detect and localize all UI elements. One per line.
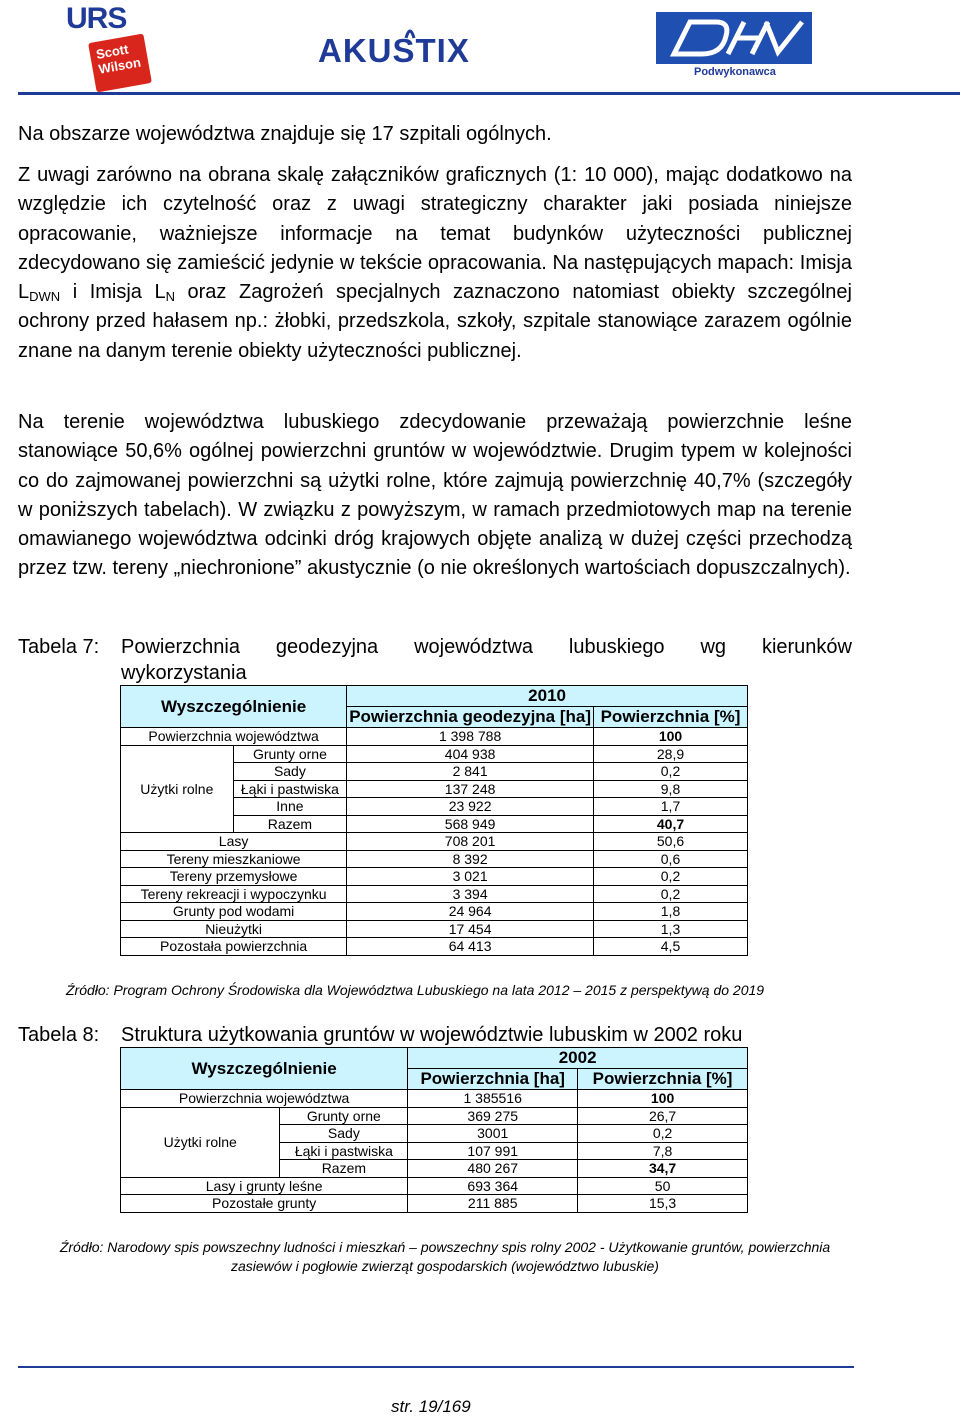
dhv-logo — [656, 12, 812, 82]
table-row: Łąki i pastwiska 137 248 9,8 — [121, 780, 748, 798]
table7-header-area: Powierzchnia geodezyjna [ha] — [347, 707, 594, 728]
table-row: Powierzchnia województwa 1 385516 100 — [121, 1090, 748, 1108]
table8-header-year: 2002 — [408, 1048, 748, 1069]
table8-group-label: Użytki rolne — [121, 1107, 280, 1177]
page-number: str. 19/169 — [391, 1397, 471, 1416]
table-row: Pozostałe grunty 211 885 15,3 — [121, 1195, 748, 1213]
table-row: Razem 480 267 34,7 — [121, 1160, 748, 1178]
table-row: Lasy i grunty leśne 693 364 50 — [121, 1177, 748, 1195]
table8-source: Źródło: Narodowy spis powszechny ludności i mieszkań – powszechny spis rolny 2002 - Użytkowanie gruntów, powierzchnia zasiewów i pogłowie zwierząt gospodarskich (województwo lubuskie) — [59, 1239, 831, 1274]
scott-wilson-badge: Scott Wilson — [88, 34, 152, 93]
table8-header-pct: Powierzchnia [%] — [578, 1069, 748, 1090]
table7-label: Tabela 7: — [18, 636, 100, 658]
table-row: Łąki i pastwiska 107 991 7,8 — [121, 1142, 748, 1160]
table8-header-area: Powierzchnia [ha] — [408, 1069, 578, 1090]
table-row: Tereny rekreacji i wypoczynku 3 394 0,2 — [121, 885, 748, 903]
table-row: Razem 568 949 40,7 — [121, 815, 748, 833]
table-row: Sady 2 841 0,2 — [121, 763, 748, 781]
akustix-logo — [318, 22, 500, 72]
paragraph-public-buildings: Z uwagi zarówno na obrana skalę załączników graficznych (1: 10 000), mając dodatkowo na względzie ich czytelność oraz z uwagi strategiczny charakter jaki posiada niniejsze opracowanie, ważniejsze informacje na temat budynków użyteczności publicznej zdecydowano się zamieścić jedynie w tekście opracowania. Na następujących mapach: Imisja $L_{DWN}$ i Imisja $L_N$ oraz Zagrożeń specjalnych zaznaczono natomiast obiekty szczególnej ochrony przed hałasem np.: żłobki, przedszkola, szkoły, szpitale stanowiące zarazem ogólnie znane na danym terenie obiekty użyteczności publicznej. — [18, 164, 852, 362]
table-row: Użytki rolne Grunty orne 369 275 26,7 — [121, 1107, 748, 1125]
table-row: Nieużytki 17 454 1,3 — [121, 920, 748, 938]
header-divider — [18, 92, 960, 95]
table-row: Tereny przemysłowe 3 021 0,2 — [121, 868, 748, 886]
table7-header-year: 2010 — [347, 686, 748, 707]
urs-scott-wilson-logo — [66, 4, 150, 90]
table-row: Inne 23 922 1,7 — [121, 798, 748, 816]
table-row: Lasy 708 201 50,6 — [121, 833, 748, 851]
table-row: Użytki rolne Grunty orne 404 938 28,9 — [121, 745, 748, 763]
table7-header-pct: Powierzchnia [%] — [594, 707, 748, 728]
table-row: Grunty pod wodami 24 964 1,8 — [121, 903, 748, 921]
table8-header-item: Wyszczególnienie — [121, 1048, 408, 1090]
table-row: Sady 3001 0,2 — [121, 1125, 748, 1143]
table7-title: Powierzchnia geodezyjna województwa lubuskiego wg kierunków — [121, 636, 852, 658]
table8-title: Struktura użytkowania gruntów w województwie lubuskim w 2002 roku — [121, 1024, 743, 1046]
urs-logo-text: URS — [66, 2, 127, 35]
dhv-logo-mark — [656, 12, 812, 64]
table7-title-cont: wykorzystania — [121, 662, 247, 684]
table7-group-label: Użytki rolne — [121, 745, 234, 833]
table-row: Pozostała powierzchnia 64 413 4,5 — [121, 938, 748, 956]
table7 — [120, 685, 748, 956]
table-row: Tereny mieszkaniowe 8 392 0,6 — [121, 850, 748, 868]
paragraph-land-use: Na terenie województwa lubuskiego zdecydowanie przeważają powierzchnie leśne stanowiące 50,6% ogólnej powierzchni gruntów w województwie. Drugim typem w kolejności co do zajmowanej powierzchni są użytki rolne, które zajmują powierzchnię 40,7% (szczegóły w poniższych tabelach). W związku z powyższym, w ramach przedmiotowych map na terenie omawianego województwa odcinki dróg krajowych objęte analizą w dużej części przechodzą przez tzw. tereny „niechronione” akustycznie (o nie określonych wartościach dopuszczalnych). — [18, 411, 852, 580]
dhv-letters-icon — [656, 12, 812, 64]
table7-source: Źródło: Program Ochrony Środowiska dla Województwa Lubuskiego na lata 2012 – 2015 z perspektywą do 2019 — [66, 982, 765, 998]
table7-caption — [18, 634, 852, 686]
table8 — [120, 1047, 748, 1213]
table-row: Powierzchnia województwa 1 398 788 100 — [121, 728, 748, 746]
table8-caption — [18, 1022, 852, 1048]
paragraph-hospitals: Na obszarze województwa znajduje się 17 szpitali ogólnych. — [18, 123, 552, 145]
dhv-caption: Podwykonawca — [694, 66, 776, 78]
akustix-logo-text: AKUSTIX — [318, 32, 470, 69]
table7-header-item: Wyszczególnienie — [121, 686, 347, 728]
footer-divider — [18, 1366, 854, 1368]
table8-label: Tabela 8: — [18, 1024, 100, 1046]
